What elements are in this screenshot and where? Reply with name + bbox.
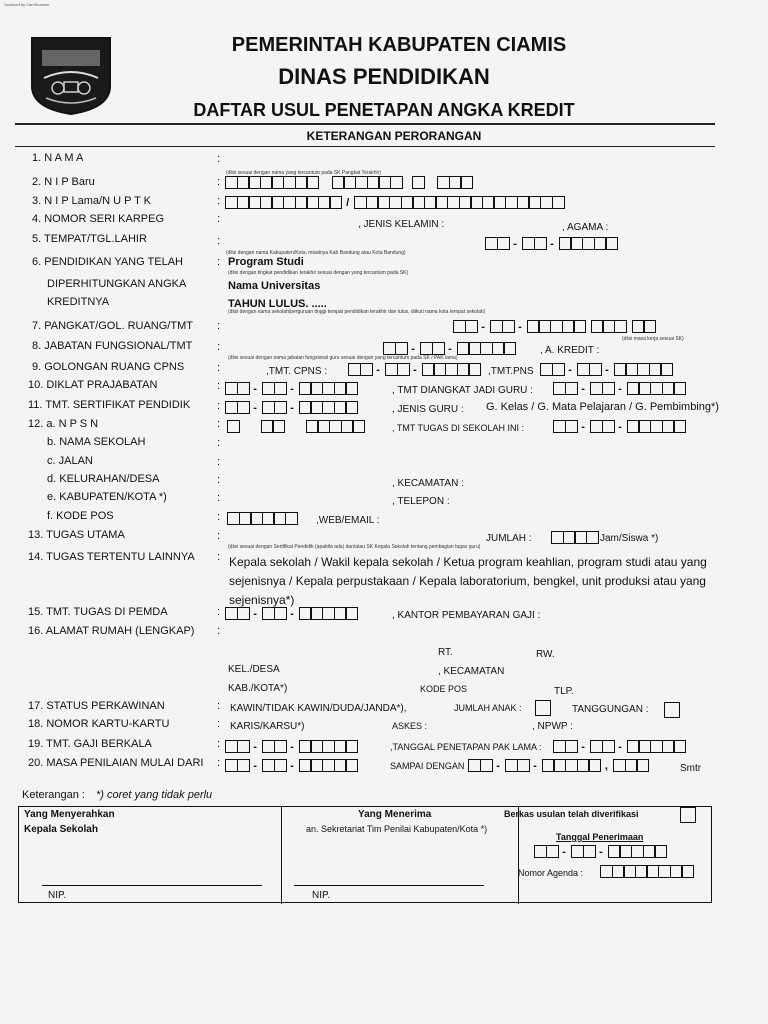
keterangan-value: *) coret yang tidak perlu [96,789,213,801]
rw-label: RW. [536,649,555,660]
label-pendidikan-b: DIPERHITUNGKAN ANGKA [47,278,187,290]
tugas-lain-value: Kepala sekolah / Wakil kepala sekolah / Ketua program keahlian, program studi atau yang sejenisnya / Kepala perpustakaan / Kepala laboratorium, bengkel, unit produksi atau yang sejenisnya*) [229,555,707,607]
section-title: KETERANGAN PERORANGAN [306,129,482,143]
karis-label: KARIS/KARSU*) [230,721,305,732]
c2-sign-line [294,885,484,886]
jumlah-anak-label: JUMLAH ANAK : [454,703,522,713]
status-value: KAWIN/TIDAK KAWIN/DUDA/JANDA*), [230,703,407,714]
label-jalan: c. JALAN [47,455,93,467]
jam-siswa-label: Jam/Siswa *) [600,533,659,544]
telepon-label: , TELEPON : [392,496,450,507]
kecamatan2-label: , KECAMATAN [438,666,505,677]
tanggal-penerimaan-boxes[interactable]: - - [534,844,666,859]
label-jabatan: 8. JABATAN FUNGSIONAL/TMT [32,340,193,352]
label-diklat: 10. DIKLAT PRAJABATAN [28,379,158,391]
label-sertifikat: 11. TMT. SERTIFIKAT PENDIDIK [28,399,191,411]
kecamatan-label: , KECAMATAN : [392,478,464,489]
program-studi: Program Studi [228,256,304,268]
note-nama: (diisi sesuai dengan nama yang tercantum pada SK Pangkat Terakhir) [226,170,381,176]
a-kredit-label: , A. KREDIT : [540,345,600,356]
label-kode-pos: f. KODE POS [47,510,114,522]
header-rule [15,123,715,125]
tmt-tugas-label: , TMT TUGAS DI SEKOLAH INI : [392,423,525,433]
label-golongan-cpns: 9. GOLONGAN RUANG CPNS [32,361,185,373]
c2-sub: an. Sekretariat Tim Penilai Kabupaten/Kota *) [306,824,488,834]
label-masa-penilaian: 20. MASA PENILAIAN MULAI DARI [28,757,204,769]
label-alamat: 16. ALAMAT RUMAH (LENGKAP) [28,625,195,637]
c3-title: Berkas usulan telah diverifikasi [504,809,639,819]
sertifikat-boxes[interactable]: - - [225,400,357,415]
smtr-label: Smtr [680,763,702,774]
note-jabatan: (diisi sesuai dengan nama jabatan fungsional guru sesuai dengan yang tercantum pada SK / PAK lama) [228,355,458,361]
label-tugas-lain: 14. TUGAS TERTENTU LAINNYA [28,551,195,563]
label-tempat-lahir: 5. TEMPAT/TGL.LAHIR [32,233,147,245]
label-nama-sekolah: b. NAMA SEKOLAH [47,436,146,448]
nomor-agenda-boxes[interactable] [600,864,693,879]
note-masa-kerja: (diisi masa kerja sesuai SK) [622,336,684,342]
diklat-boxes[interactable]: - - [225,381,357,396]
rt-label: RT. [438,647,453,658]
tahun-lulus: TAHUN LULUS. ..... [228,298,327,310]
corner-mark: Scanned by CamScanner [4,2,50,7]
tmt-pns-boxes[interactable]: - - [540,362,672,377]
kode-pos-boxes[interactable] [227,511,297,526]
tmt-cpns-label: ,TMT. CPNS : [266,366,328,377]
kantor-gaji-label: , KANTOR PEMBAYARAN GAJI : [392,610,541,621]
c2-nip: NIP. [312,890,331,901]
askes-label: ASKES : [392,721,428,731]
pangkat-tmt-boxes[interactable]: - - [453,319,655,334]
jenis-guru-label: , JENIS GURU : [392,404,464,415]
npwp-label: , NPWP : [532,721,573,732]
tanggungan-label: TANGGUNGAN : [572,704,649,715]
label-kartu: 18. NOMOR KARTU-KARTU [28,718,170,730]
label-nip-baru: 2. N I P Baru [32,176,95,188]
gaji-berkala-boxes[interactable]: - - [225,739,357,754]
kel-desa-label: KEL./DESA [228,664,280,675]
c1-nip: NIP. [48,890,67,901]
note-tempat: (diisi dengan nama Kabupaten/Kota, misalnya Kab Bandung atau Kota Bandung) [226,250,406,256]
label-status: 17. STATUS PERKAWINAN [28,700,165,712]
c2-title: Yang Menerima [358,809,432,820]
verified-checkbox[interactable] [680,807,696,823]
label-karpeg: 4. NOMOR SERI KARPEG [32,213,165,225]
kode-pos-label: KODE POS [420,684,468,694]
c3-agenda-label: Nomor Agenda : [518,868,584,878]
agama-label: , AGAMA : [562,222,609,233]
label-gaji-berkala: 19. TMT. GAJI BERKALA [28,738,152,750]
tmt-cpns-boxes[interactable]: - - [348,362,480,377]
header-line1: PEMERINTAH KABUPATEN CIAMIS [231,34,567,56]
nip-lama-boxes[interactable]: / [225,195,563,210]
label-tugas-utama: 13. TUGAS UTAMA [28,529,125,541]
header-line2: DINAS PENDIDIKAN [278,64,490,89]
jumlah-boxes[interactable] [551,530,597,545]
web-email-label: ,WEB/EMAIL : [316,515,380,526]
tlp-label: TLP. [554,686,574,697]
tmt-pns-label: ,TMT.PNS [488,366,534,377]
label-pendidikan: 6. PENDIDIKAN YANG TELAH [32,256,183,268]
label-nama: 1. N A M A [32,152,84,164]
tmt-guru-boxes[interactable]: - - [553,381,685,396]
tmt-tugas-boxes[interactable]: - - [553,419,685,434]
sampai-label: SAMPAI DENGAN [390,761,465,771]
masa-sampai-boxes[interactable]: - - , [468,758,648,773]
label-tmt-pemda: 15. TMT. TUGAS DI PEMDA [28,606,168,618]
jenis-guru-value: G. Kelas / G. Mata Pelajaran / G. Pembimbing*) [486,401,719,413]
jumlah-label: JUMLAH : [486,533,532,544]
jabatan-tmt-boxes[interactable]: - - [383,341,515,356]
c1-title: Yang Menyerahkan [24,809,115,820]
label-kelurahan: d. KELURAHAN/DESA [47,473,160,485]
npsn-boxes[interactable] [227,419,364,434]
tmt-guru-label: , TMT DIANGKAT JADI GURU : [392,385,533,396]
label-nip-lama: 3. N I P Lama/N U P T K [32,195,152,207]
tanggungan-box[interactable] [664,702,680,718]
label-pangkat: 7. PANGKAT/GOL. RUANG/TMT [32,320,193,332]
label-npsn: 12. a. N P S N [28,418,99,430]
nama-universitas: Nama Universitas [228,280,321,292]
note-pendidikan: (diisi dengan tingkat pendidikan terakhir sesuai dengan yang tercantum pada SK) [228,270,409,276]
jumlah-anak-box[interactable] [535,700,551,716]
note-tugas: (diisi sesuai dengan Sertifikat Pendidik (apabila ada) dan/atau SK Kepala Sekolah tentang pembagian tugas guru) [228,544,481,550]
label-pendidikan-c: KREDITNYA [47,296,110,308]
header-line3: DAFTAR USUL PENETAPAN ANGKA KREDIT [193,100,575,120]
jenis-kelamin-label: , JENIS KELAMIN : [358,219,445,230]
tgl-pak-label: ,TANGGAL PENETAPAN PAK LAMA : [390,742,542,752]
tgl-pak-boxes[interactable]: - - [553,739,685,754]
c1-sub: Kepala Sekolah [24,824,98,835]
note-universitas: (diisi dengan nama sekolah/perguruan tinggi tempat pendidikan terakhir dan lulus, diikuti nama kota tempat sekolah) [228,309,486,315]
keterangan-label: Keterangan : [22,789,85,801]
kab-kota-label: KAB./KOTA*) [228,683,288,694]
label-kabupaten: e. KABUPATEN/KOTA *) [47,491,167,503]
tmt-pemda-boxes[interactable]: - - [225,606,357,621]
masa-mulai-boxes[interactable]: - - [225,758,357,773]
nip-baru-boxes[interactable] [225,175,472,190]
section-rule [15,146,715,147]
c1-sign-line [42,885,262,886]
c3-date-label: Tanggal Penerimaan [556,832,644,842]
tgl-lahir-boxes[interactable]: - - [485,236,617,251]
